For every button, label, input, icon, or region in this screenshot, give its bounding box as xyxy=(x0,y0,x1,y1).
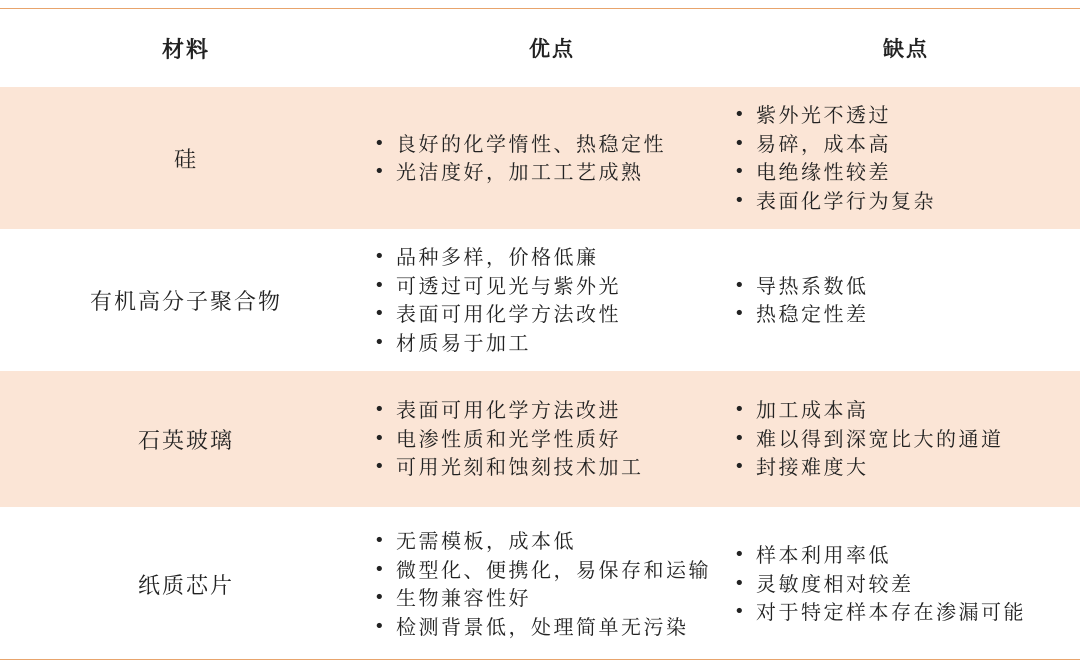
material-cell: 纸质芯片 xyxy=(137,573,234,599)
advantages-list xyxy=(372,243,732,357)
list-item: • 光洁度好，加工工艺成熟 xyxy=(372,158,732,187)
header-material: 材料 xyxy=(161,37,210,63)
advantages-list xyxy=(372,396,732,482)
header-disadvantages: 缺点 xyxy=(883,37,929,61)
disadvantages-list xyxy=(732,396,1080,482)
comparison-table xyxy=(0,8,1080,660)
list-item: • 品种多样，价格低廉 xyxy=(372,243,732,272)
list-item: • 对于特定样本存在渗漏可能 xyxy=(732,598,1080,627)
disadvantages-cell xyxy=(732,101,1080,215)
advantages-cell xyxy=(372,243,732,357)
disadvantages-list xyxy=(732,541,1080,627)
table-row xyxy=(0,369,1080,507)
list-item: • 微型化、便携化，易保存和运输 xyxy=(372,556,732,585)
disadvantages-cell xyxy=(732,396,1080,482)
list-item: • 无需模板，成本低 xyxy=(372,527,732,556)
material-cell: 硅 xyxy=(173,147,198,173)
advantages-cell xyxy=(372,396,732,482)
disadvantages-list xyxy=(732,272,1080,329)
table-row xyxy=(0,87,1080,229)
advantages-cell xyxy=(372,527,732,641)
disadvantages-cell xyxy=(732,272,1080,329)
disadvantages-list xyxy=(732,101,1080,215)
advantages-cell xyxy=(372,130,732,187)
table-row xyxy=(0,229,1080,369)
list-item: • 可用光刻和蚀刻技术加工 xyxy=(372,453,732,482)
advantages-list xyxy=(372,527,732,641)
list-item: • 生物兼容性好 xyxy=(372,584,732,613)
list-item: • 电渗性质和光学性质好 xyxy=(372,425,732,454)
material-cell: 有机高分子聚合物 xyxy=(89,289,282,315)
list-item: • 表面可用化学方法改进 xyxy=(372,396,732,425)
list-item: • 样本利用率低 xyxy=(732,541,1080,570)
disadvantages-cell xyxy=(732,541,1080,627)
list-item: • 表面化学行为复杂 xyxy=(732,187,1080,216)
list-item: • 灵敏度相对较差 xyxy=(732,570,1080,599)
list-item: • 热稳定性差 xyxy=(732,300,1080,329)
list-item: • 材质易于加工 xyxy=(372,329,732,358)
table-row xyxy=(0,507,1080,659)
list-item: • 电绝缘性较差 xyxy=(732,158,1080,187)
advantages-list xyxy=(372,130,732,187)
table-header-row xyxy=(0,9,1080,87)
list-item: • 封接难度大 xyxy=(732,453,1080,482)
list-item: • 易碎，成本高 xyxy=(732,130,1080,159)
list-item: • 导热系数低 xyxy=(732,272,1080,301)
list-item: • 检测背景低，处理简单无污染 xyxy=(372,613,732,642)
list-item: • 难以得到深宽比大的通道 xyxy=(732,425,1080,454)
list-item: • 表面可用化学方法改性 xyxy=(372,300,732,329)
material-cell: 石英玻璃 xyxy=(137,428,234,454)
list-item: • 紫外光不透过 xyxy=(732,101,1080,130)
list-item: • 加工成本高 xyxy=(732,396,1080,425)
header-advantages: 优点 xyxy=(529,37,575,61)
list-item: • 良好的化学惰性、热稳定性 xyxy=(372,130,732,159)
list-item: • 可透过可见光与紫外光 xyxy=(372,272,732,301)
